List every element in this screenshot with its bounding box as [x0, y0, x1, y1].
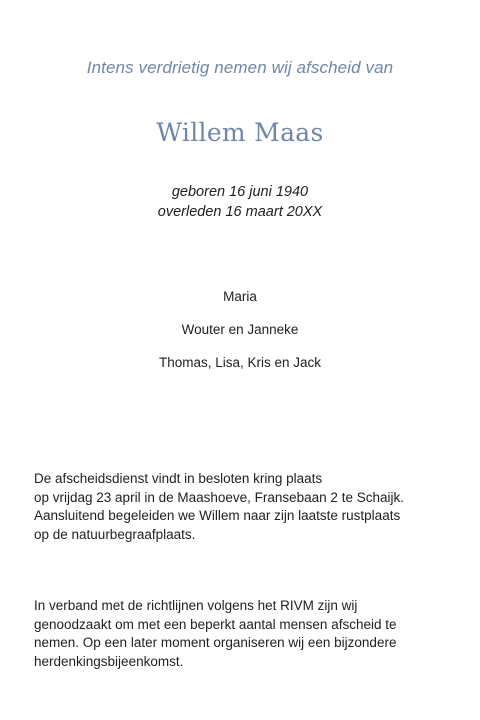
life-dates — [0, 182, 480, 222]
death-date: overleden 16 maart 20XX — [157, 204, 323, 220]
paragraph-line: nemen. Op een later moment organiseren wij een bijzondere — [34, 635, 397, 650]
paragraph-line: herdenkingsbijeenkomst. — [34, 653, 184, 669]
service-paragraph — [34, 470, 454, 544]
paragraph-line: Aansluitend begeleiden we Willem naar zijn laatste rustplaats — [34, 508, 401, 523]
paragraph-line: genoodzaakt om met een beperkt aantal mensen afscheid te — [34, 616, 397, 632]
deceased-name: Willem Maas — [156, 118, 324, 147]
family-member: Thomas, Lisa, Kris en Jack — [158, 355, 322, 370]
paragraph-line: op vrijdag 23 april in de Maashoeve, Fransebaan 2 te Schaijk. — [34, 489, 404, 505]
family-member: Maria — [223, 289, 257, 304]
birth-date: geboren 16 juni 1940 — [171, 184, 309, 200]
paragraph-line: op de natuurbegraafplaats. — [34, 526, 196, 542]
rivm-paragraph — [34, 597, 454, 671]
paragraph-line: In verband met de richtlijnen volgens het RIVM zijn wij — [34, 598, 358, 613]
paragraph-line: De afscheidsdienst vindt in besloten kring plaats — [34, 471, 323, 486]
family-list — [0, 288, 480, 387]
intro-text: Intens verdrietig nemen wij afscheid van — [86, 58, 394, 77]
family-member: Wouter en Janneke — [181, 322, 299, 337]
